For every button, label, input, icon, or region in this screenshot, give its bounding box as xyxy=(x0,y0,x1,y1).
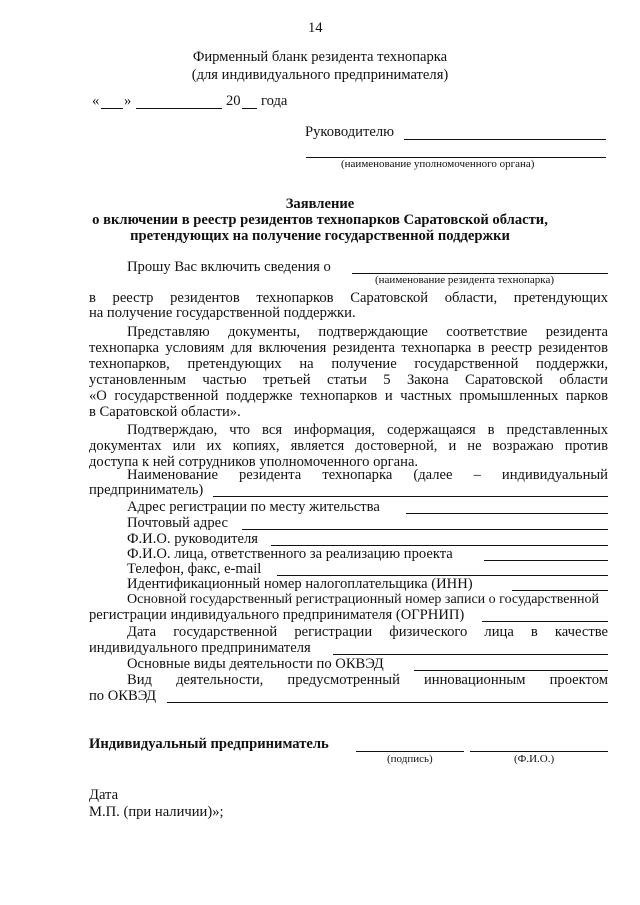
confirm-line-1: Подтверждаю, что вся информация, содержащаяся в представленных xyxy=(127,422,608,438)
request-line-3: на получение государственной поддержки. xyxy=(89,305,356,321)
date-day-blank[interactable] xyxy=(101,108,123,109)
field-regdate-label-2: индивидуального предпринимателя xyxy=(89,640,311,656)
field-ogrnip-blank[interactable] xyxy=(482,621,608,622)
addressee-blank-1[interactable] xyxy=(404,139,606,140)
footer-seal-label: М.П. (при наличии)»; xyxy=(89,804,224,820)
field-address-label: Адрес регистрации по месту жительства xyxy=(127,499,380,515)
field-head-label: Ф.И.О. руководителя xyxy=(127,531,259,547)
docs-line-2: технопарка условиям для включения резидента технопарка в реестр резидентов xyxy=(89,340,608,356)
field-okved-blank[interactable] xyxy=(414,670,608,671)
resident-name-caption: (наименование резидента технопарка) xyxy=(375,274,554,286)
docs-line-4: установленным частью третьей статьи 5 Закона Саратовской области xyxy=(89,372,608,388)
field-ogrnip-label-1: Основной государственный регистрационный номер записи о государственной xyxy=(127,592,599,607)
page-number: 14 xyxy=(308,20,323,36)
docs-line-6: в Саратовской области». xyxy=(89,404,241,420)
field-okved-project-label-1: Вид деятельности, предусмотренный инновационным проектом xyxy=(127,672,608,688)
field-name-blank[interactable] xyxy=(213,496,608,497)
date-month-blank[interactable] xyxy=(136,108,222,109)
request-lead: Прошу Вас включить сведения о xyxy=(127,259,331,275)
docs-line-3: технопарков, претендующих на получение государственной поддержки, xyxy=(89,356,608,372)
date-open-quote: « xyxy=(92,93,100,109)
field-name-label-2: предприниматель) xyxy=(89,482,204,498)
docs-line-1: Представляю документы, подтверждающие соответствие резидента xyxy=(127,324,608,340)
field-responsible-label: Ф.И.О. лица, ответственного за реализацию проекта xyxy=(127,546,453,562)
field-inn-blank[interactable] xyxy=(512,590,608,591)
confirm-line-2: документах или их копиях, является достоверной, и не возражаю против xyxy=(89,438,608,454)
date-year-suffix: года xyxy=(261,93,288,109)
doc-subtitle-line-1: о включении в реестр резидентов технопарков Саратовской области, xyxy=(92,212,548,228)
signature-label: Индивидуальный предприниматель xyxy=(89,736,329,752)
date-year-blank[interactable] xyxy=(242,108,257,109)
field-postal-blank[interactable] xyxy=(242,529,608,530)
field-regdate-blank[interactable] xyxy=(333,654,608,655)
field-name-label-1: Наименование резидента технопарка (далее – индивидуальный xyxy=(127,467,608,483)
date-close-quote: » xyxy=(124,93,132,109)
field-inn-label: Идентификационный номер налогоплательщика (ИНН) xyxy=(127,576,473,592)
docs-line-5: «О государственной поддержке технопарков и частных промышленных парков xyxy=(89,388,608,404)
field-okved-project-blank[interactable] xyxy=(167,702,608,703)
signature-sign-caption: (подпись) xyxy=(387,753,433,765)
addressee-label: Руководителю xyxy=(305,124,395,140)
field-ogrnip-label-2: регистрации индивидуального предпринимателя (ОГРНИП) xyxy=(89,607,465,623)
field-regdate-label-1: Дата государственной регистрации физического лица в качестве xyxy=(127,624,608,640)
field-okved-project-label-2: по ОКВЭД xyxy=(89,688,157,704)
signature-name-caption: (Ф.И.О.) xyxy=(514,753,555,765)
field-address-blank[interactable] xyxy=(406,513,608,514)
request-line-2: в реестр резидентов технопарков Саратовской области, претендующих xyxy=(89,290,608,306)
signature-name-blank[interactable] xyxy=(470,751,608,752)
header-line-2: (для индивидуального предпринимателя) xyxy=(191,67,449,83)
addressee-caption: (наименование уполномоченного органа) xyxy=(341,158,535,170)
field-responsible-blank[interactable] xyxy=(484,560,608,561)
date-year-prefix: 20 xyxy=(226,93,241,109)
field-okved-label: Основные виды деятельности по ОКВЭД xyxy=(127,656,384,672)
doc-subtitle-line-2: претендующих на получение государственной поддержки xyxy=(130,228,510,244)
header-line-1: Фирменный бланк резидента технопарка xyxy=(192,49,448,65)
field-contacts-label: Телефон, факс, e-mail xyxy=(127,561,262,577)
confirm-line-3: доступа к ней сотрудников уполномоченного органа. xyxy=(89,454,419,470)
signature-sign-blank[interactable] xyxy=(356,751,464,752)
footer-date-label: Дата xyxy=(89,787,119,803)
field-postal-label: Почтовый адрес xyxy=(127,515,228,531)
doc-title: Заявление xyxy=(285,196,355,212)
